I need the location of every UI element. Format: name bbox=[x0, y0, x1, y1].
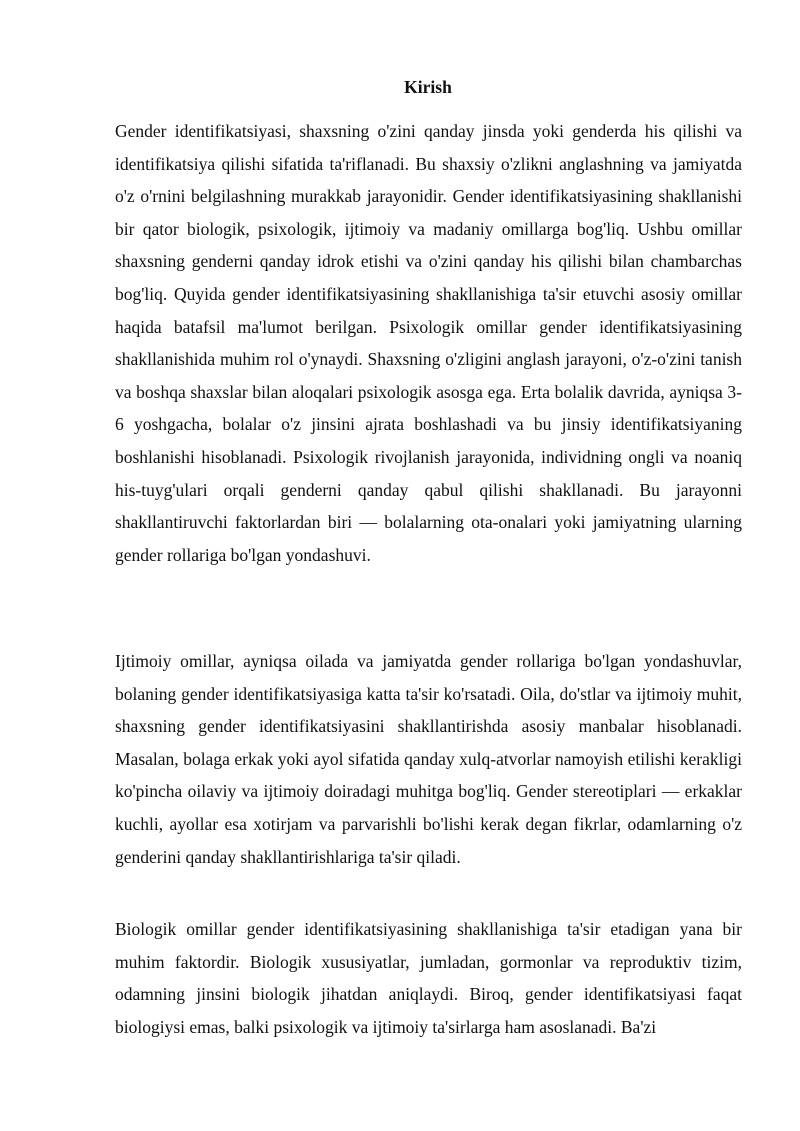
paragraph-social-factors: Ijtimoiy omillar, ayniqsa oilada va jamiyatda gender rollariga bo'lgan yondashuvlar, bolaning gender identifikatsiyasiga katta ta'sir ko'rsatadi. Oila, do'stlar va ijtimoiy muhit, shaxsning gender identifikatsiyasini shakllantirishda asosiy manbalar hisoblanadi. Masalan, bolaga erkak yoki ayol sifatida qanday xulq-atvorlar namoyish etilishi kerakligi ko'pincha oilaviy va ijtimoiy doiradagi muhitga bog'liq. Gender stereotiplari — erkaklar kuchli, ayollar esa xotirjam va parvarishli bo'lishi kerak degan fikrlar, odamlarning o'z genderini qanday shakllantirishlariga ta'sir qiladi. bbox=[115, 651, 742, 867]
page-title: Kirish bbox=[404, 77, 452, 97]
paragraph-intro: Gender identifikatsiyasi, shaxsning o'zini qanday jinsda yoki genderda his qilishi va identifikatsiya qilishi sifatida ta'riflanadi. Bu shaxsiy o'zlikni anglashning va jamiyatda o'z o'rnini belgilashning murakkab jarayonidir. Gender identifikatsiyasining shakllanishi bir qator biologik, psixologik, ijtimoiy va madaniy omillarga bog'liq. Ushbu omillar shaxsning genderni qanday idrok etishi va o'zini qanday his qilishi bilan chambarchas bog'liq. Quyida gender identifikatsiyasining shakllanishiga ta'sir etuvchi asosiy omillar haqida batafsil ma'lumot berilgan. Psixologik omillar gender identifikatsiyasining shakllanishida muhim rol o'ynaydi. Shaxsning o'zligini anglash jarayoni, o'z-o'zini tanish va boshqa shaxslar bilan aloqalari psixologik asosga ega. Erta bolalik davrida, ayniqsa 3-6 yoshgacha, bolalar o'z jinsini ajrata boshlashadi va bu jinsiy identifikatsiyaning boshlanishi hisoblanadi. Psixologik rivojlanish jarayonida, individning ongli va noaniq his-tuyg'ulari orqali genderni qanday qabul qilishi shakllanadi. Bu jarayonni shakllantiruvchi faktorlardan biri — bolalarning ota-onalari yoki jamiyatning ularning gender rollariga bo'lgan yondashuvi. bbox=[115, 121, 742, 565]
paragraph-biological-factors: Biologik omillar gender identifikatsiyasining shakllanishiga ta'sir etadigan yana bir muhim faktordir. Biologik xususiyatlar, jumladan, gormonlar va reproduktiv tizim, odamning jinsini biologik jihatdan aniqlaydi. Biroq, gender identifikatsiyasi faqat biologiysi emas, balki psixologik va ijtimoiy ta'sirlarga ham asoslanadi. Ba'zi bbox=[115, 919, 742, 1037]
